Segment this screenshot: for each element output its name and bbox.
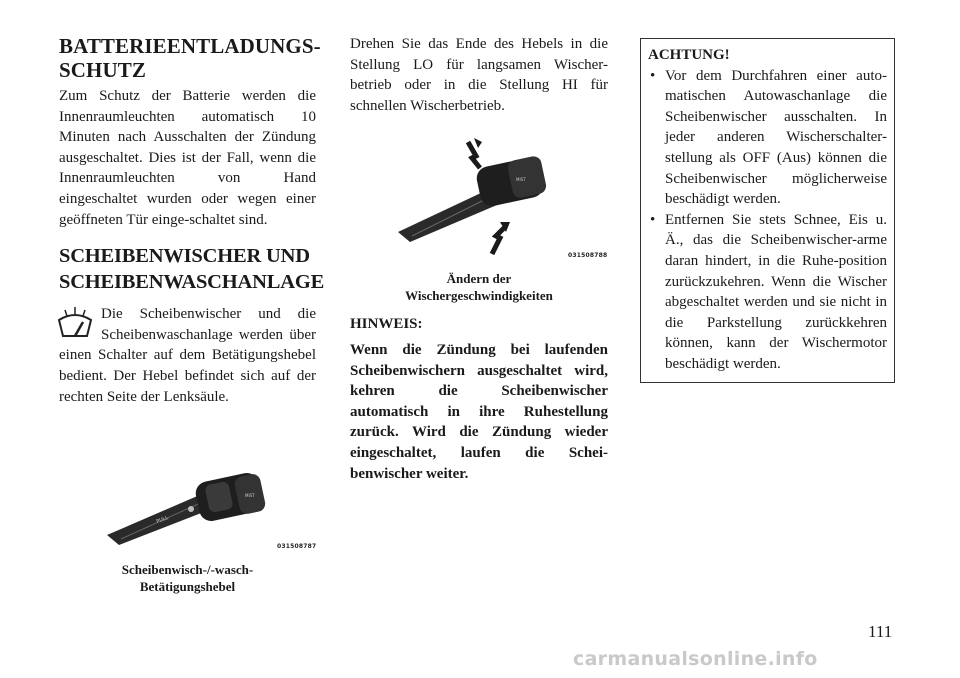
note-title: HINWEIS:: [350, 316, 423, 333]
svg-text:MIST: MIST: [516, 177, 526, 183]
wiper-section-heading: SCHEIBENWISCHER UND SCHEIBENWASCHANLAGE: [59, 245, 325, 294]
warning-item: • Entfernen Sie stets Schnee, Eis u. Ä., das die Scheibenwischer-arme daran hindert, in die Ruhe-position zurückzukehren. Wenn die Wischer abgeschaltet werden und sie nicht in die Parkstellung zurückkehren können, kann der Wischermotor beschädigt werden.: [648, 210, 887, 375]
battery-section-heading: BATTERIEENTLADUNGS- SCHUTZ: [59, 34, 321, 82]
note-text: Wenn die Zündung bei laufenden Scheibenwischern ausgeschaltet wird, kehren die Scheibenwischer automatisch in ihre Ruhestellung zurück. Wird die Zündung wieder eingeschaltet, laufen die Schei-benwischer weiter.: [350, 341, 608, 482]
wiper-paragraph: Die Scheibenwischer und die Scheibenwaschanlage werden über einen Schalter auf dem Betätigungshebel bedient. Der Hebel befindet sich auf der rechten Seite der Lenksäule.: [59, 306, 316, 405]
svg-text:PULL: PULL: [155, 515, 170, 526]
wiper-washer-icon: [55, 306, 95, 342]
svg-text:MIST: MIST: [245, 493, 255, 499]
column-2: [350, 34, 608, 484]
warning-list: [648, 66, 887, 375]
figure-code: 031508788: [568, 252, 608, 260]
column-3: [640, 38, 895, 383]
page-number: 111: [868, 622, 893, 641]
warning-title: ACHTUNG!: [648, 47, 730, 63]
wiper-intro: [59, 304, 316, 407]
figure-wiper-speed: [350, 134, 608, 264]
figure-caption: Scheibenwisch-/-wasch- Betätigungshebel: [121, 562, 254, 595]
figure-wiper-lever: [59, 443, 316, 555]
wiper-lever-illustration: [59, 443, 316, 555]
warning-box: [640, 38, 895, 383]
warning-item: • Vor dem Durchfahren einer auto-matischen Autowaschanlage die Scheibenwischer ausschalten. In jeder anderen Wischerschalter-stellung als OFF (Aus) können die Scheibenwischer möglicherweise beschädigt werden.: [648, 66, 887, 210]
column-1: [59, 34, 325, 595]
figure-caption: Ändern der Wischergeschwindigkeiten: [405, 271, 553, 304]
figure-code: 031508787: [277, 543, 317, 551]
watermark: carmanualsonline.info: [573, 648, 818, 670]
speed-paragraph: Drehen Sie das Ende des Hebels in die Stellung LO für langsamen Wischer-betrieb oder in die Stellung HI für schnellen Wischerbetrieb.: [350, 36, 608, 114]
wiper-speed-illustration: [350, 134, 608, 264]
battery-paragraph: Zum Schutz der Batterie werden die Innenraumleuchten automatisch 10 Minuten nach Ausschalten der Zündung ausgeschaltet. Dies ist der Fall, wenn die Innenraumleuchten von Hand eingeschaltet wurden oder wegen einer geöffneten Tür einge-schaltet sind.: [59, 88, 316, 228]
